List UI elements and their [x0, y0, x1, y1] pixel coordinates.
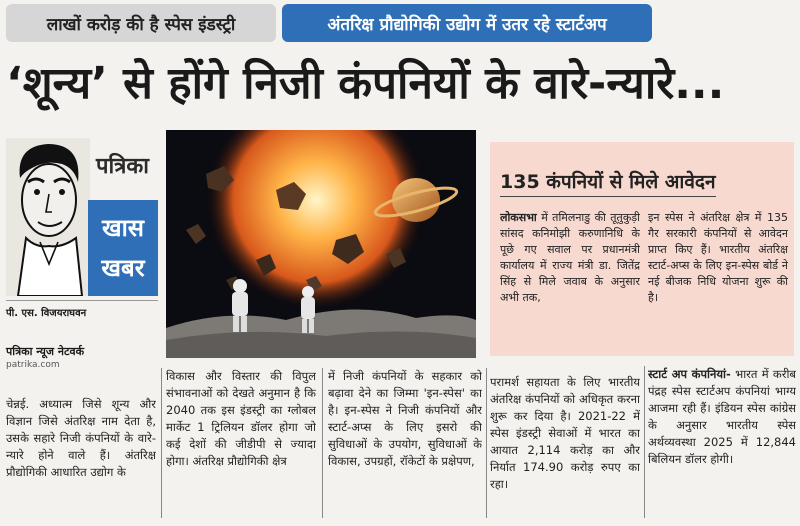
badge-line-2: खबर	[101, 254, 145, 282]
body-column-1: चेन्नई. अध्यात्म जिसे शून्य और विज्ञान जिसे अंतरिक्ष नाम देता है, उसके सहारे निजी कंपनियों के वारे-न्यारे होने वाले हैं। अंतरिक्ष प्रौद्योगिकी आधारित उद्योग के	[6, 397, 156, 479]
body-column-2: विकास और विस्तार की विपुल संभावनाओं को देखते अनुमान है कि 2040 तक इस इंडस्ट्री का ग्लोबल मार्केट 1 ट्रिलियन डॉलर होगा जो कई देशों की जीडीपी से ज्यादा होगा। अंतरिक्ष प्रौद्योगिकी क्षेत्र	[166, 369, 316, 468]
kicker-left: लाखों करोड़ की है स्पेस इंडस्ट्री	[6, 4, 276, 42]
sidebox-lead: लोकसभा	[500, 211, 537, 224]
sidebox-column-1	[500, 210, 640, 350]
sidebox-column-2: इन स्पेस ने अंतरिक्ष क्षेत्र में 135 गैर सरकारी कंपनियों से आवेदन प्राप्त किए हैं। भारतीय अंतरिक्ष स्टार्ट-अप्स के लिए इन-स्पेस बोर्ड ने नई बीजक निधि योजना शुरू की है।	[648, 211, 788, 304]
column-5-lead: स्टार्ट अप कंपनियां-	[648, 367, 731, 381]
author-caricature	[6, 138, 90, 296]
badge-line-1: खास	[101, 214, 145, 242]
space-illustration	[166, 130, 476, 358]
column-divider	[161, 368, 162, 518]
body-column-5	[648, 366, 796, 516]
column-divider	[322, 368, 323, 518]
kicker-right: अंतरिक्ष प्रौद्योगिकी उद्योग में उतर रहे स्टार्टअप	[282, 4, 652, 42]
news-network: पत्रिका न्यूज नेटवर्क	[6, 345, 85, 358]
byline: पी. एस. विजयराघवन	[6, 300, 158, 319]
column-badge	[88, 200, 158, 296]
body-column-3: में निजी कंपनियों के सहकार को बढ़ावा देने का जिम्मा 'इन-स्पेस' का है। इन-स्पेस ने निजी कंपनियों और स्टार्ट-अप्स के लिए इसरो की सुविधाओं के उपयोग, सुविधाओं के विकास, उपग्रहों, रॉकेटों के प्रक्षेपण,	[328, 369, 482, 468]
column-divider	[644, 366, 645, 518]
column-divider	[486, 368, 487, 518]
column-5-text: भारत में करीब पंद्रह स्पेस स्टार्टअप कंपनियां भाग्य आजमा रही हैं। इंडियन स्पेस कांग्रेस के अनुसार भारतीय स्पेस अर्थव्यवस्था 2025 में 12,844 बिलियन डॉलर होगी।	[648, 367, 796, 466]
column-brand: पत्रिका	[96, 154, 149, 179]
body-column-4: परामर्श सहायता के लिए भारतीय अंतरिक्ष कंपनियों को अधिकृत करना शुरू कर दिया है। 2021-22 में स्पेस इंडस्ट्री सेवाओं में भारत का आयात 2,114 करोड़ का और निर्यात 174.90 करोड़ रुपए का रहा।	[490, 375, 640, 491]
headline: ‘शून्य’ से होंगे निजी कंपनियों के वारे-न्यारे...	[6, 58, 725, 109]
website: patrika.com	[6, 360, 60, 370]
sidebox-title: 135 कंपनियों से मिले आवेदन	[500, 168, 716, 197]
sidebox-text-1: में तमिलनाडु की तूतुकुड़ी सांसद कनिमोझी करुणानिधि के पूछे गए सवाल पर प्रधानमंत्री कार्यालय में राज्य मंत्री डा. जितेंद्र सिंह से मिले जवाब के अनुसार अभी तक,	[500, 211, 640, 304]
